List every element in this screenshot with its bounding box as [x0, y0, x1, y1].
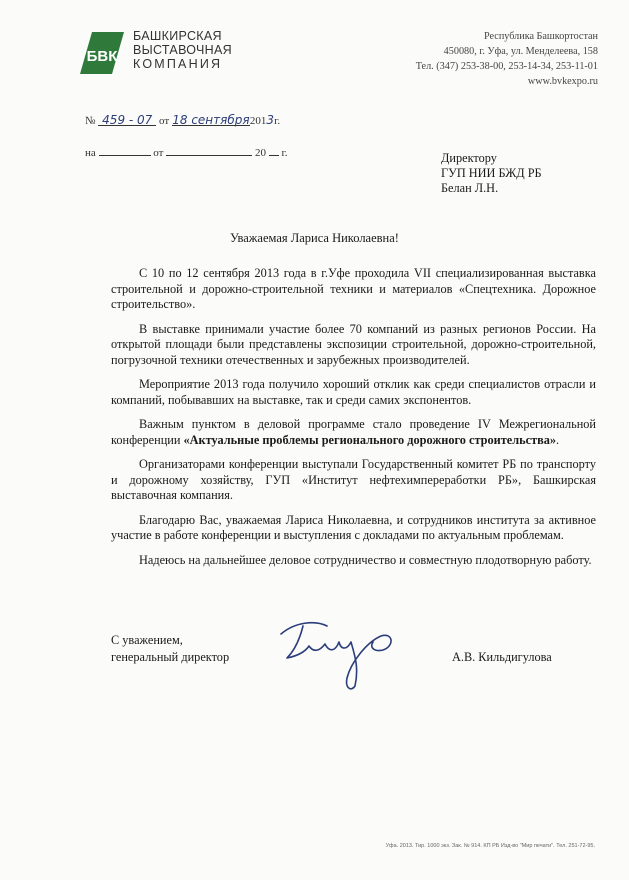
- closing-block: [111, 632, 229, 666]
- company-contacts: [416, 29, 598, 89]
- recipient-title: Директору: [441, 151, 497, 165]
- recipient-organization: ГУП НИИ БЖД РБ: [441, 166, 542, 180]
- paragraph-6: Благодарю Вас, уважаемая Лариса Николаевна, и сотрудников института за активное участие в работе конференции и выступления с докладами по актуальным проблемам.: [111, 512, 596, 542]
- incoming-registration: [85, 143, 287, 159]
- incoming-from-word: от: [153, 147, 164, 159]
- number-sign: №: [85, 115, 96, 127]
- paragraph-7: Надеюсь на дальнейшее деловое сотрудничество и совместную плодотворную работу.: [139, 552, 592, 567]
- company-name-line-3: КОМПАНИЯ: [133, 57, 223, 71]
- outgoing-number: 459 - 07: [102, 113, 153, 127]
- handwritten-signature: [275, 612, 405, 697]
- paragraph-4-end: .: [556, 432, 560, 447]
- contact-region: Республика Башкортостан: [483, 31, 598, 42]
- company-name-line-2: ВЫСТАВОЧНАЯ: [133, 43, 232, 57]
- paragraph-4-text: Важным пунктом в деловой программе стало проведение IV Межрегиональной конференции: [111, 417, 596, 447]
- outgoing-year-prefix: 201: [249, 115, 267, 127]
- recipient-name: Белан Л.Н.: [441, 181, 499, 195]
- recipient-block: [441, 151, 542, 196]
- salutation: Уважаемая Лариса Николаевна!: [230, 231, 399, 245]
- company-name: [133, 29, 232, 71]
- closing-position: генеральный директор: [111, 650, 230, 664]
- incoming-year-suffix: г.: [281, 147, 288, 159]
- outgoing-date: 18 сентября: [172, 113, 250, 127]
- outgoing-year-digit: 3: [266, 113, 275, 127]
- contact-address: 450080, г. Уфа, ул. Менделеева, 158: [443, 46, 598, 57]
- signer-name: А.В. Кильдигулова: [452, 650, 552, 664]
- na-word: на: [85, 147, 96, 159]
- letter-body: [111, 266, 596, 577]
- contact-website: www.bvkexpo.ru: [527, 76, 598, 87]
- conference-title: «Актуальные проблемы регионального дорожного строительства»: [183, 432, 557, 447]
- outgoing-year-suffix: г.: [274, 115, 281, 127]
- paragraph-4: [111, 417, 596, 448]
- print-imprint: Уфа. 2013. Тир. 1000 экз. Зак. № 914. КП РБ Изд-во "Мир печати". Тел. 251-72-95.: [385, 843, 595, 849]
- company-logo: [78, 28, 126, 76]
- paragraph-3: Мероприятие 2013 года получило хороший отклик как среди специалистов отрасли и компаний, побывавших на выставке, так и среди самих экспонентов.: [111, 377, 596, 407]
- incoming-year: 20: [254, 147, 266, 159]
- paragraph-5: Организаторами конференции выступали Государственный комитет РБ по транспорту и дорожному хозяйству, ГУП «Институт нефтехимпереработки РБ», Башкирская выставочная компания.: [111, 457, 596, 502]
- paragraph-2: В выставке принимали участие более 70 компаний из разных регионов России. На открытой площади были представлены экспозиции строительной, дорожно-строительной, погрузочной техники отечественных и зарубежных производителей.: [111, 321, 596, 367]
- paragraph-1: С 10 по 12 сентября 2013 года в г.Уфе проходила VII специализированная выставка строительной и дорожно-строительной техники и материалов «Спецтехника. Дорожное строительство».: [111, 266, 596, 311]
- contact-phones: Тел. (347) 253-38-00, 253-14-34, 253-11-01: [415, 61, 598, 72]
- logo-letters: БВК: [86, 48, 118, 65]
- company-name-line-1: БАШКИРСКАЯ: [133, 29, 222, 43]
- outgoing-registration: [85, 113, 280, 127]
- from-word: от: [159, 115, 170, 127]
- closing-regards: С уважением,: [111, 633, 183, 647]
